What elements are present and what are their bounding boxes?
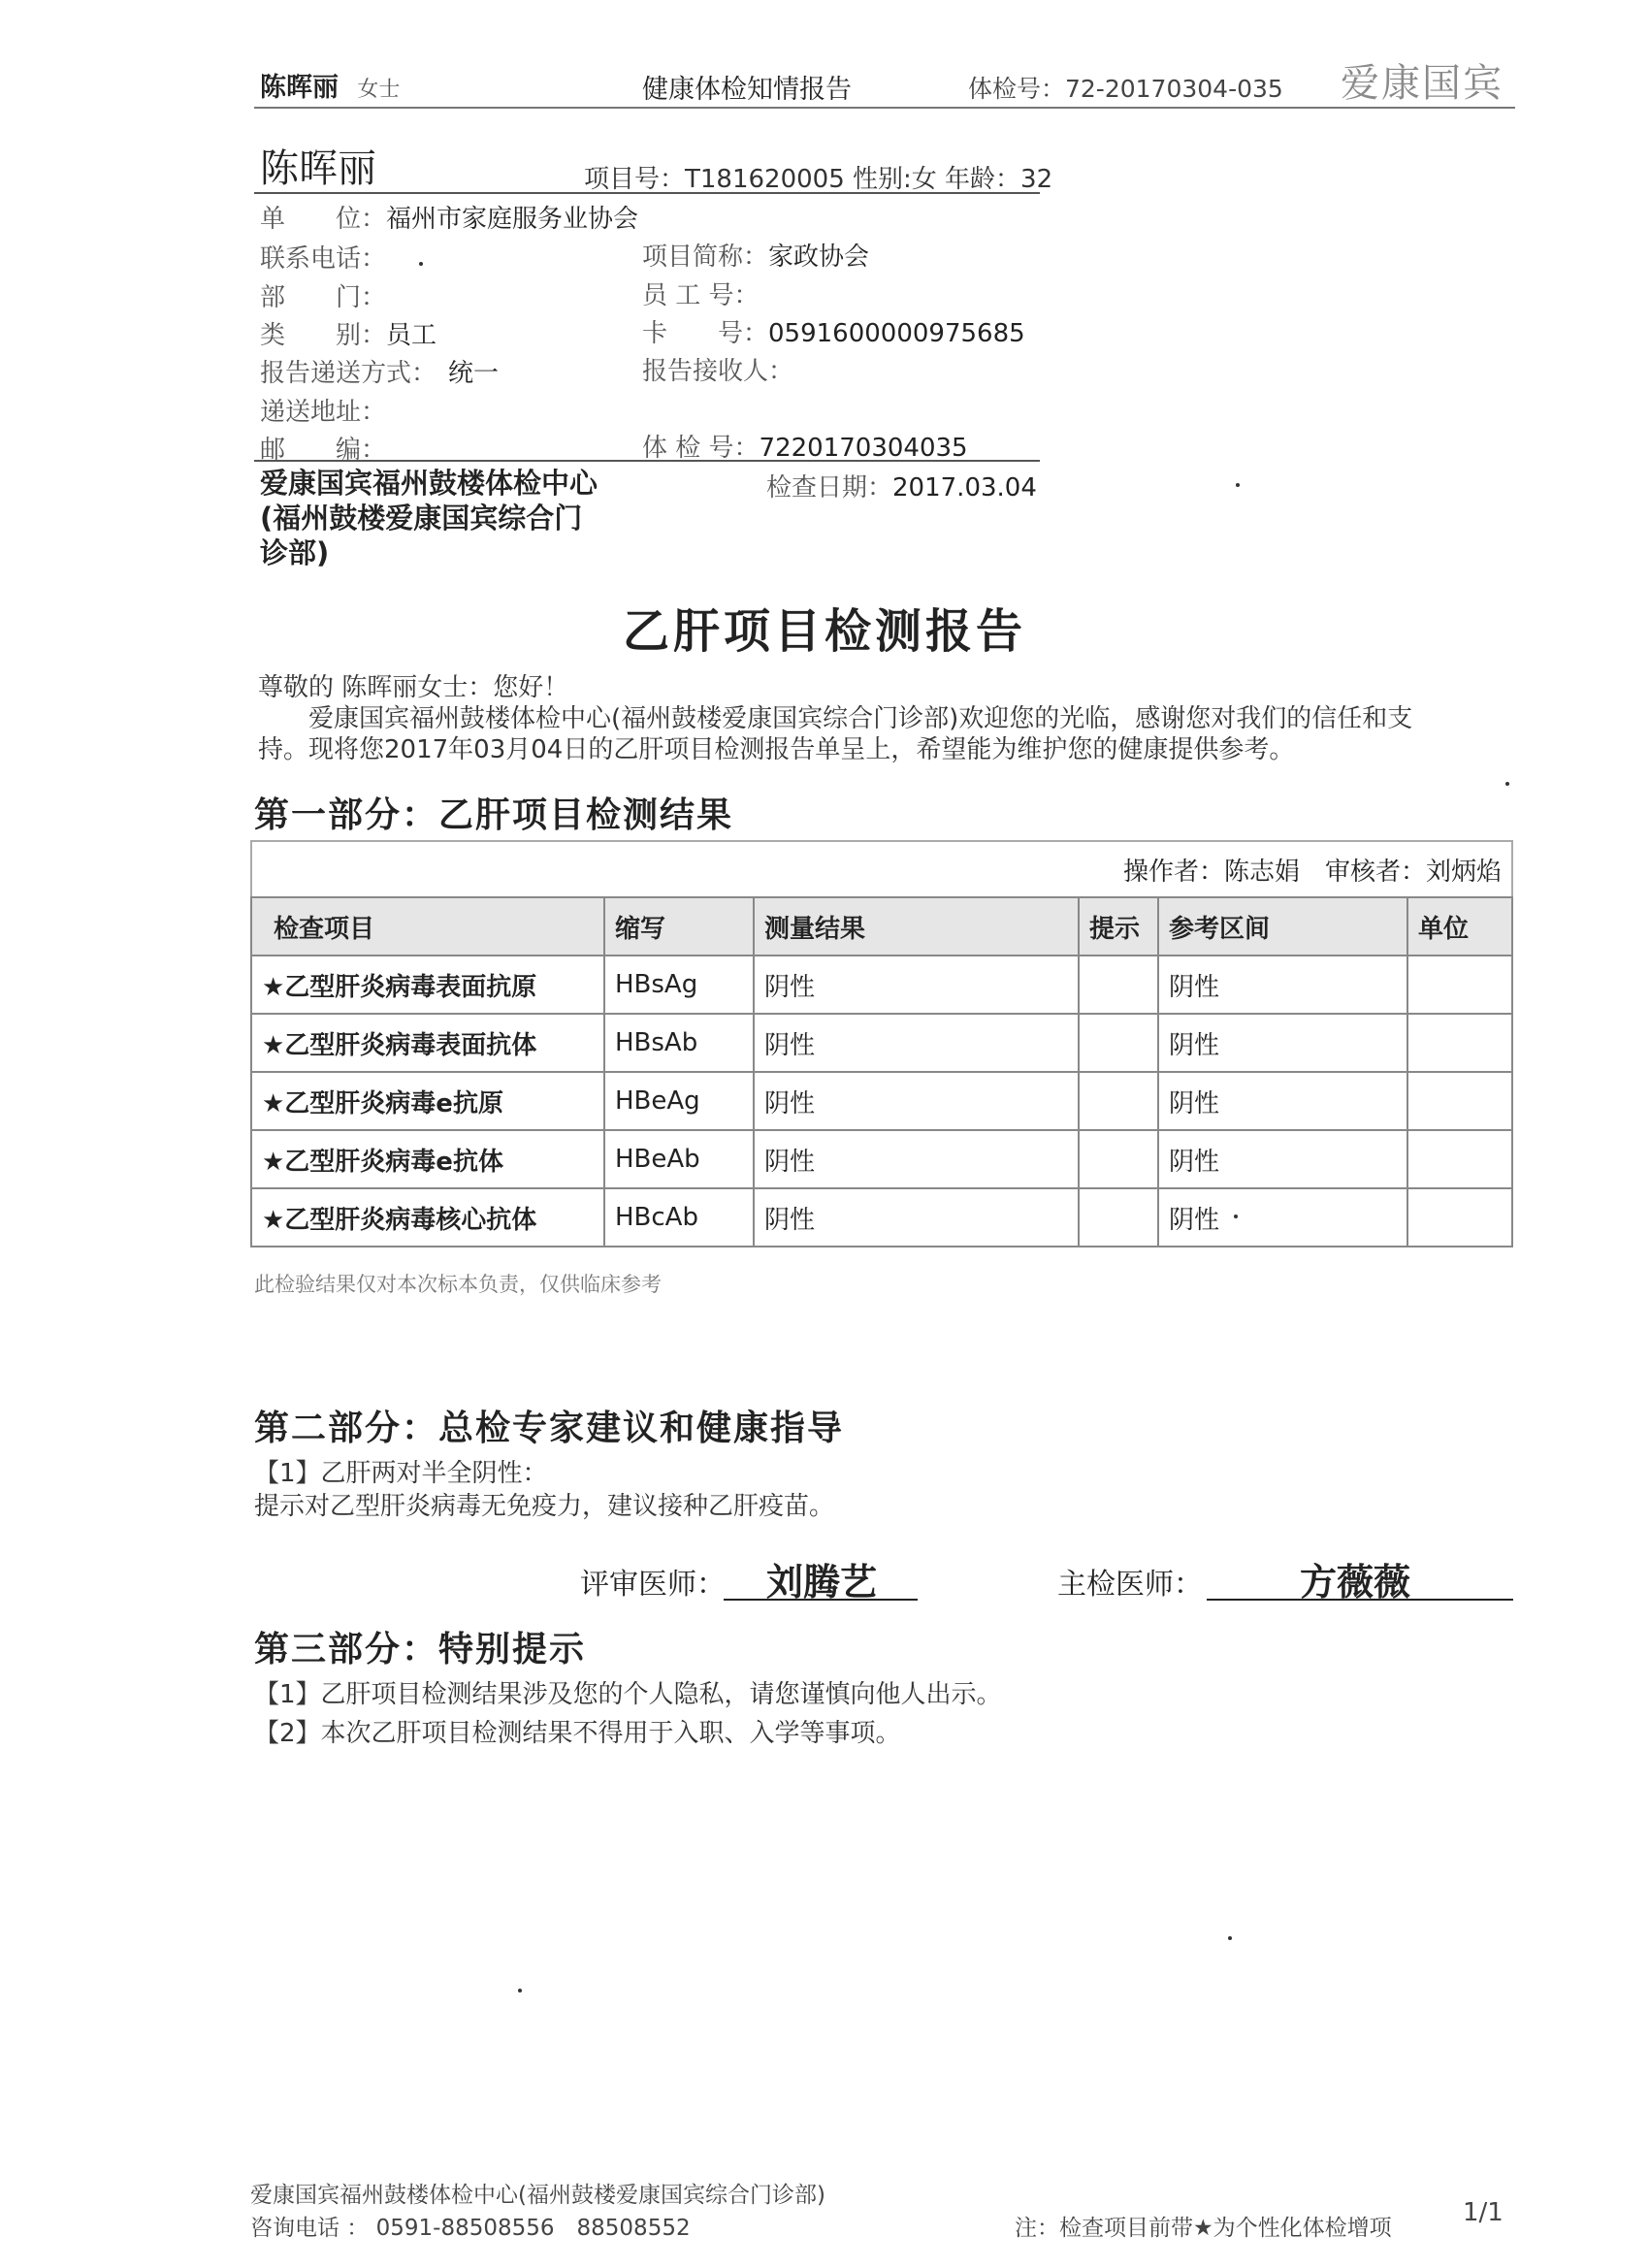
cell-result: 阴性 (754, 1072, 1079, 1130)
unit-row (260, 199, 638, 235)
center-line-1: 爱康国宾福州鼓楼体检中心 (260, 467, 598, 500)
scan-speck (1236, 483, 1240, 487)
cell-result: 阴性 (754, 1188, 1079, 1247)
chief-signature: 方薇薇 (1300, 1560, 1411, 1604)
header-patient-name (260, 66, 400, 104)
dept-label: 部 门： (260, 283, 387, 312)
project-value: 家政协会 (768, 243, 870, 272)
footer-center: 爱康国宾福州鼓楼体检中心(福州鼓楼爱康国宾综合门诊部) (250, 2183, 825, 2208)
card-label: 卡 号： (642, 319, 769, 348)
operators-row (251, 841, 1512, 897)
reviewer-signature: 刘腾艺 (766, 1560, 878, 1604)
footer-phone: 咨询电话 ： 0591-88508556 88508552 (250, 2216, 691, 2241)
header-exam-no: 体检号：72-20170304-035 (968, 75, 1283, 103)
category-value: 员工 (386, 321, 437, 350)
cell-item: ★乙型肝炎病毒表面抗体 (251, 1014, 604, 1072)
part1-title: 第一部分：乙肝项目检测结果 (254, 794, 734, 835)
scan-speck (518, 1989, 522, 1993)
date-value: 2017.03.04 (892, 473, 1037, 502)
project-row (642, 237, 869, 273)
phone-row (260, 239, 386, 275)
intro-line-1: 爱康国宾福州鼓楼体检中心(福州鼓楼爱康国宾综合门诊部)欢迎您的光临，感谢您对我们的信任和支 (308, 704, 1413, 733)
card-row (642, 313, 1025, 349)
chief-signature-line (1207, 1599, 1513, 1601)
address-row (260, 392, 386, 428)
cell-ref: 阴性 (1158, 1014, 1407, 1072)
cell-ref: 阴性 (1158, 1072, 1407, 1130)
cell-item: ★乙型肝炎病毒e抗原 (251, 1072, 604, 1130)
scan-speck (419, 262, 423, 266)
scan-speck (1234, 1215, 1238, 1218)
header-name-text: 陈晖丽 (260, 73, 339, 103)
unit-value: 福州市家庭服务业协会 (386, 205, 639, 234)
cell-ref: 阴性 (1158, 1188, 1407, 1247)
results-footnote: 此检验结果仅对本次标本负责，仅供临床参考 (254, 1273, 662, 1296)
cell-unit (1407, 1072, 1512, 1130)
phone-label: 联系电话： (260, 244, 387, 274)
reviewer-label: 评审医师： (580, 1568, 726, 1602)
scan-speck (1228, 1936, 1232, 1940)
cell-ref: 阴性 (1158, 956, 1407, 1014)
info-underline (254, 460, 1040, 462)
cell-unit (1407, 1130, 1512, 1188)
table-row (251, 1188, 1512, 1247)
cell-hint (1079, 1014, 1158, 1072)
project-label: 项目简称： (642, 243, 769, 272)
category-row (260, 315, 436, 351)
col-header-item: 检查项目 (251, 897, 604, 956)
cell-abbr: HBcAb (604, 1188, 754, 1247)
patient-name: 陈晖丽 (260, 146, 376, 191)
exam-center-name (260, 466, 598, 570)
cell-ref: 阴性 (1158, 1130, 1407, 1188)
part2-point-text: 提示对乙型肝炎病毒无免疫力，建议接种乙肝疫苗。 (254, 1492, 835, 1521)
cell-abbr: HBeAg (604, 1072, 754, 1130)
cell-result: 阴性 (754, 1130, 1079, 1188)
part2-title: 第二部分：总检专家建议和健康指导 (254, 1408, 845, 1448)
center-line-2: (福州鼓楼爱康国宾综合门 (260, 502, 583, 535)
exam-value: 7220170304035 (759, 434, 968, 463)
table-row (251, 1072, 1512, 1130)
cell-unit (1407, 1188, 1512, 1247)
patient-summary: 项目号：T181620005 性别:女 年龄：32 (584, 165, 1053, 194)
cell-abbr: HBsAg (604, 956, 754, 1014)
header-divider (254, 107, 1515, 109)
card-value: 0591600000975685 (768, 319, 1025, 348)
delivery-value: 统一 (448, 359, 500, 388)
col-header-result: 测量结果 (754, 897, 1079, 956)
unit-label: 单 位： (260, 205, 387, 234)
cell-hint (1079, 1072, 1158, 1130)
footer-page-number: 1/1 (1463, 2198, 1504, 2227)
cell-hint (1079, 1188, 1158, 1247)
center-line-3: 诊部) (260, 536, 330, 569)
cell-abbr: HBeAb (604, 1130, 754, 1188)
operators-cell: 操作者：陈志娟 审核者：刘炳焰 (251, 841, 1512, 897)
results-table (250, 840, 1513, 1247)
part3-tip-2: 【2】本次乙肝项目检测结果不得用于入职、入学等事项。 (254, 1719, 901, 1748)
zip-label: 邮 编： (260, 436, 387, 465)
patient-underline (254, 192, 1040, 194)
cell-item: ★乙型肝炎病毒e抗体 (251, 1130, 604, 1188)
cell-hint (1079, 956, 1158, 1014)
exam-label: 体 检 号： (642, 434, 760, 463)
intro-line-2: 持。现将您2017年03月04日的乙肝项目检测报告单呈上，希望能为维护您的健康提供参考。 (258, 735, 1295, 764)
col-header-ref: 参考区间 (1158, 897, 1407, 956)
brand-logo-text: 爱康国宾 (1341, 61, 1504, 106)
col-header-hint: 提示 (1079, 897, 1158, 956)
reviewer-signature-line (724, 1599, 918, 1601)
report-title: 乙肝项目检测报告 (622, 604, 1026, 659)
cell-result: 阴性 (754, 1014, 1079, 1072)
employee-row (642, 275, 760, 311)
footer-note: 注：检查项目前带★为个性化体检增项 (1015, 2216, 1392, 2241)
address-label: 递送地址： (260, 398, 387, 427)
delivery-label: 报告递送方式： (260, 359, 437, 388)
chief-label: 主检医师： (1057, 1568, 1203, 1602)
header-gender-title: 女士 (357, 78, 401, 102)
part3-title: 第三部分：特别提示 (254, 1629, 587, 1669)
cell-abbr: HBsAb (604, 1014, 754, 1072)
delivery-row (260, 353, 499, 389)
receiver-row (642, 351, 793, 387)
dept-row (260, 277, 386, 313)
cell-hint (1079, 1130, 1158, 1188)
cell-result: 阴性 (754, 956, 1079, 1014)
col-header-unit: 单位 (1407, 897, 1512, 956)
col-header-abbr: 缩写 (604, 897, 754, 956)
cell-unit (1407, 956, 1512, 1014)
receiver-label: 报告接收人： (642, 357, 794, 386)
exam-row (642, 428, 968, 464)
table-header-row (251, 897, 1512, 956)
part3-tip-1: 【1】乙肝项目检测结果涉及您的个人隐私，请您谨慎向他人出示。 (254, 1680, 1002, 1709)
header-report-type: 健康体检知情报告 (642, 75, 852, 105)
category-label: 类 别： (260, 321, 387, 350)
scan-speck (1505, 782, 1509, 786)
table-row (251, 1130, 1512, 1188)
date-label: 检查日期： (766, 473, 893, 502)
cell-unit (1407, 1014, 1512, 1072)
part2-point-title: 【1】乙肝两对半全阴性： (254, 1459, 548, 1488)
table-row (251, 956, 1512, 1014)
greeting: 尊敬的 陈晖丽女士：您好！ (258, 673, 569, 702)
exam-date-row (766, 468, 1037, 503)
employee-label: 员 工 号： (642, 281, 760, 310)
cell-item: ★乙型肝炎病毒核心抗体 (251, 1188, 604, 1247)
cell-item: ★乙型肝炎病毒表面抗原 (251, 956, 604, 1014)
table-row (251, 1014, 1512, 1072)
